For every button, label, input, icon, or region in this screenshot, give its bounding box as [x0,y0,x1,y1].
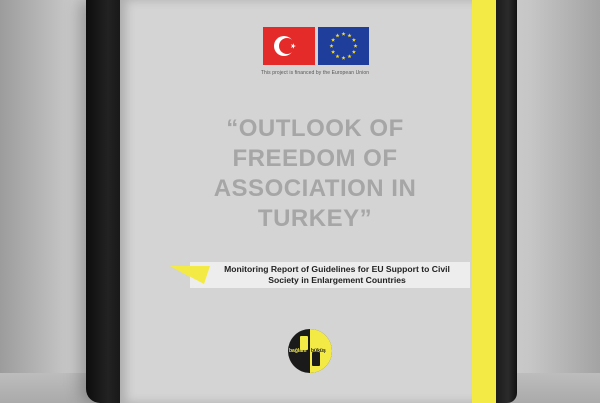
logo-text-right: büküş [311,348,326,354]
title-line: FREEDOM OF [232,145,398,172]
eu-star-icon [352,38,356,42]
eu-star-icon [347,54,351,58]
eu-star-icon [347,33,351,37]
subtitle-line: Monitoring Report of Guidelines for EU Support to Civil [224,264,450,274]
eu-star-icon [352,50,356,54]
turkey-flag-icon [263,27,315,65]
funding-note: This project is financed by the European Union [260,70,370,76]
report-subtitle [206,264,468,286]
title-line: “OUTLOOK OF [226,115,404,142]
report-title [170,114,460,234]
yellow-stripe [472,0,496,403]
eu-star-icon [341,32,345,36]
eu-star-icon [335,33,339,37]
subtitle-ribbon [170,262,470,288]
title-line: TURKEY” [257,205,373,232]
subtitle-line: Society in Enlargement Countries [268,275,406,285]
book-back-edge [495,0,517,403]
eu-star-icon [341,56,345,60]
eu-flag-icon [318,27,369,65]
publisher-logo-icon [287,328,333,374]
eu-star-icon [329,44,333,48]
flags-group [263,27,369,65]
eu-star-icon [331,50,335,54]
eu-star-icon [335,54,339,58]
title-line: ASSOCIATION IN [213,175,417,202]
eu-star-icon [353,44,357,48]
eu-star-icon [331,38,335,42]
logo-text-left: bağlam [289,348,307,354]
